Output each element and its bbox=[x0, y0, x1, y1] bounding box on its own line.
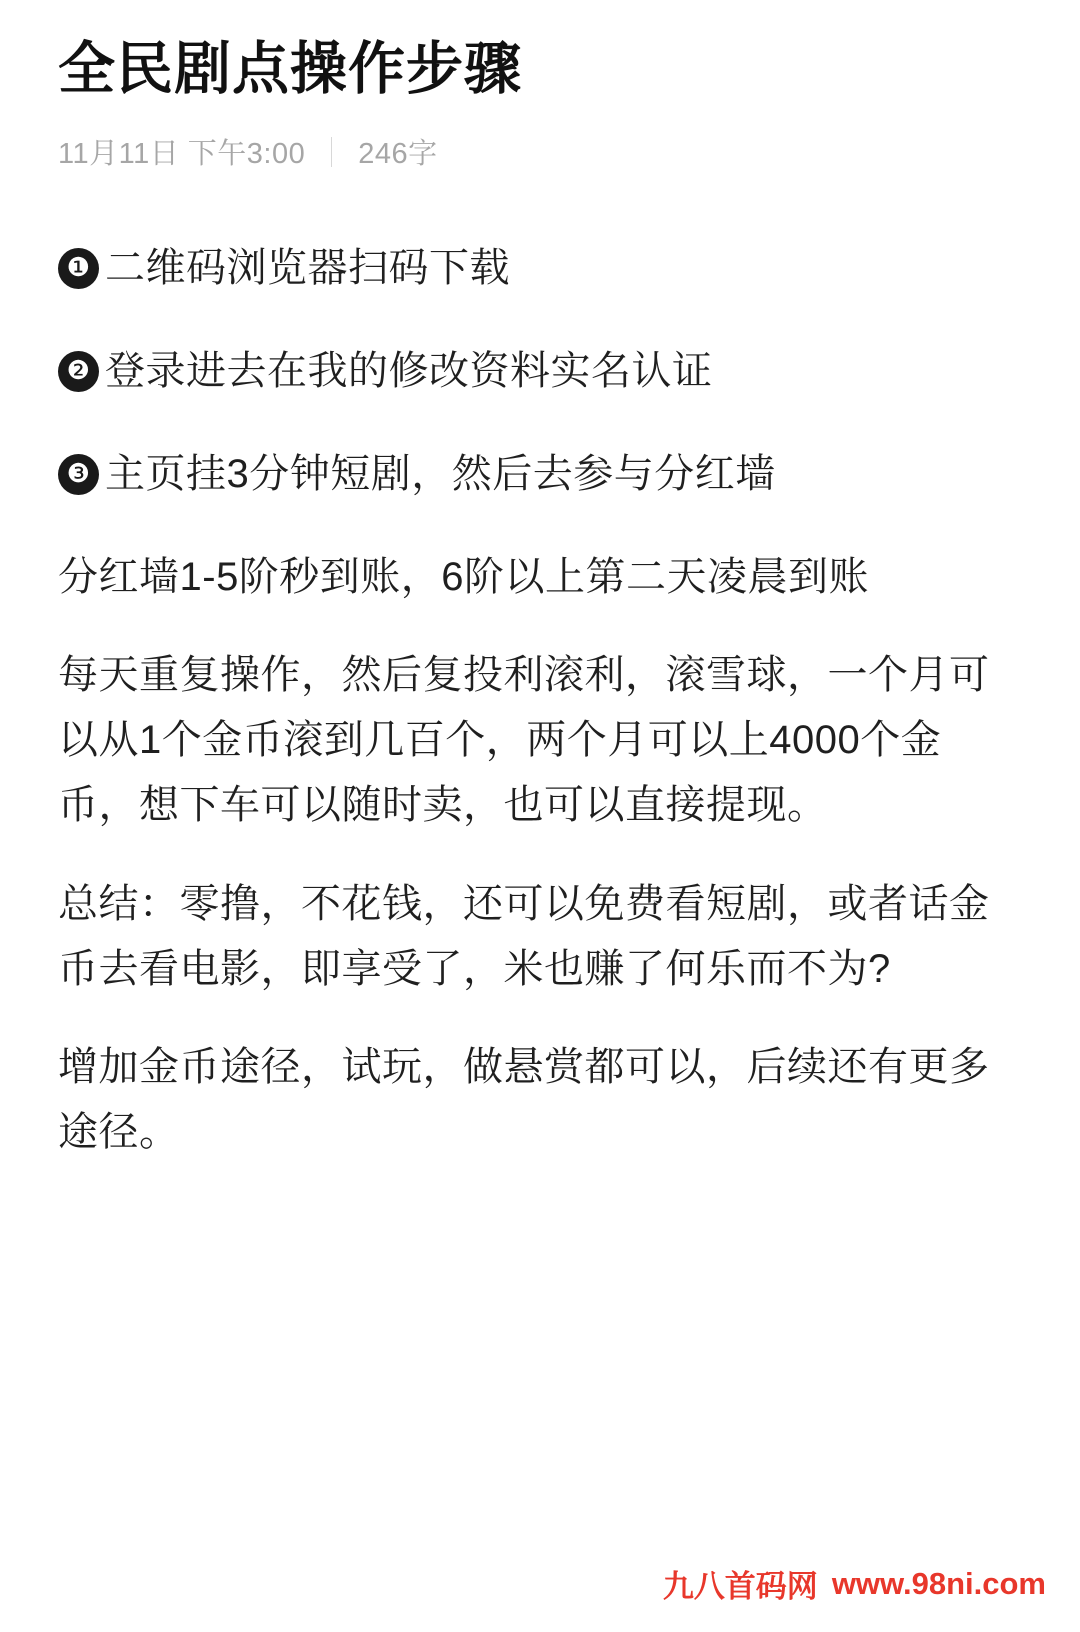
article-meta bbox=[58, 131, 1022, 172]
step-text: 二维码浏览器扫码下载 bbox=[105, 246, 510, 291]
list-item bbox=[58, 236, 1022, 301]
step-marker-icon: ❷ bbox=[58, 351, 99, 392]
paragraph: 总结：零撸，不花钱，还可以免费看短剧，或者话金币去看电影，即享受了，米也赚了何乐而不为? bbox=[58, 881, 990, 991]
step-marker-icon: ❶ bbox=[58, 248, 99, 289]
word-count: 246字 bbox=[358, 138, 438, 171]
meta-divider bbox=[331, 137, 332, 167]
watermark bbox=[663, 1561, 1046, 1606]
publish-date: 11月11日 下午3:00 bbox=[58, 138, 306, 171]
article-body bbox=[58, 236, 1022, 1165]
step-marker-icon: ❸ bbox=[58, 454, 99, 495]
paragraph: 增加金币途径，试玩，做悬赏都可以，后续还有更多途径。 bbox=[58, 1045, 990, 1155]
page-title: 全民剧点操作步骤 bbox=[58, 37, 522, 101]
list-item bbox=[58, 339, 1022, 404]
step-text: 登录进去在我的修改资料实名认证 bbox=[105, 349, 713, 394]
watermark-url: www.98ni.com bbox=[831, 1565, 1046, 1601]
paragraph: 每天重复操作，然后复投利滚利，滚雪球，一个月可以从1个金币滚到几百个，两个月可以上4000个金币，想下车可以随时卖，也可以直接提现。 bbox=[58, 653, 990, 828]
step-text: 主页挂3分钟短剧，然后去参与分红墙 bbox=[105, 451, 776, 496]
list-item bbox=[58, 442, 1022, 507]
watermark-site-name: 九八首码网 bbox=[662, 1569, 818, 1604]
paragraph: 分红墙1-5阶秒到账，6阶以上第二天凌晨到账 bbox=[58, 554, 870, 599]
